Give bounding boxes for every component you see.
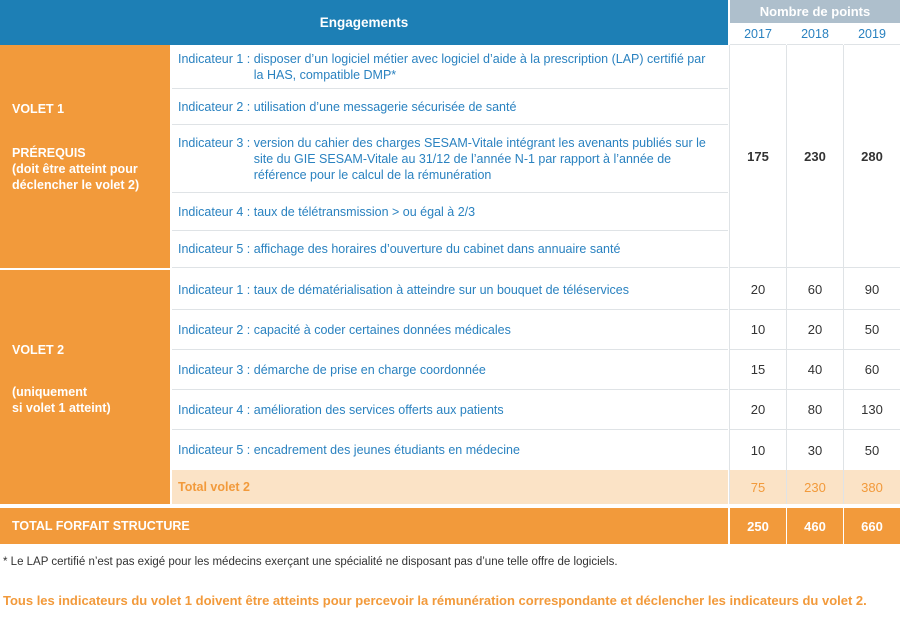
volet1-title: VOLET 1 (12, 102, 65, 116)
indicator-prefix: Indicateur 1 : (178, 282, 254, 297)
engagements-header: Engagements (0, 0, 728, 45)
indicator-prefix: Indicateur 3 : (178, 362, 254, 377)
volet1-indicator-1 (172, 45, 728, 89)
volet2-indicator-4 (172, 390, 728, 430)
total-volet2-2017: 75 (750, 479, 766, 495)
indicator-prefix: Indicateur 5 : (178, 443, 254, 457)
volet1-requirement-note: Tous les indicateurs du volet 1 doivent être atteints pour percevoir la rémunération correspondante et déclencher les indicateurs du volet 2. (3, 593, 867, 608)
volet2-ind1-2018: 60 (787, 270, 843, 310)
indicator-text: version du cahier des charges SESAM-Vitale intégrant les avenants publiés sur le site du GIE SESAM-Vitale au 31/12 de l’année N-1 par rapport à l’année de référence pour le calcul de la rémunération (253, 135, 706, 182)
volet2-ind5-2017: 10 (750, 442, 766, 458)
volet1-indicator-5 (172, 231, 728, 268)
year-2018-header: 2018 (787, 24, 843, 45)
column-divider (843, 45, 844, 504)
indicator-prefix: Indicateur 5 : (178, 242, 254, 256)
volet2-indicator-2 (172, 310, 728, 350)
volet1-indicator-4 (172, 193, 728, 231)
grand-total-2019: 660 (844, 508, 900, 544)
volet2-ind1-2017: 20 (730, 270, 786, 310)
volet2-ind4-2018: 80 (787, 390, 843, 430)
volet2-ind1-2019: 90 (844, 270, 900, 310)
indicator-prefix: Indicateur 2 : (178, 322, 254, 337)
volet2-indicator-5 (172, 430, 728, 470)
indicator-prefix: Indicateur 4 : (178, 402, 254, 417)
volet1-prereq-line: PRÉREQUIS (12, 146, 86, 160)
total-volet2-2018: 230 (804, 479, 826, 495)
column-divider (729, 45, 730, 504)
year-2019-header: 2019 (844, 24, 900, 45)
indicator-text: encadrement des jeunes étudiants en médecine (253, 443, 520, 457)
volet1-prereq (12, 145, 139, 193)
volet2-ind2-2017: 10 (730, 310, 786, 350)
volet2-indicator-1 (172, 270, 728, 310)
volet2-condition-line: si volet 1 atteint) (12, 401, 111, 415)
indicator-text: taux de dématérialisation à atteindre sur un bouquet de téléservices (253, 282, 629, 297)
volet2-cell (0, 270, 170, 504)
indicator-text: utilisation d’une messagerie sécurisée de santé (253, 99, 517, 114)
volet2-ind4-2017: 20 (730, 390, 786, 430)
points-header: Nombre de points (730, 0, 900, 23)
year-2017-header: 2017 (730, 24, 786, 45)
volet2-ind4-2019: 130 (844, 390, 900, 430)
volet1-points-2019: 280 (844, 45, 900, 268)
volet2-ind2-2019: 50 (844, 310, 900, 350)
volet2-ind3-2018: 40 (787, 350, 843, 390)
total-volet2-label: Total volet 2 (178, 480, 251, 494)
column-divider (786, 45, 787, 504)
volet2-ind5-2018: 30 (807, 442, 823, 458)
indicator-text: taux de télétransmission > ou égal à 2/3 (253, 204, 476, 219)
volet1-prereq-line: déclencher le volet 2) (12, 178, 140, 192)
volet1-points-2018: 230 (787, 45, 843, 268)
volet1-indicator-3 (172, 125, 728, 193)
grand-total-2017: 250 (730, 508, 786, 544)
volet2-title: VOLET 2 (12, 343, 65, 357)
indicator-prefix: Indicateur 4 : (178, 204, 254, 219)
indicator-text: démarche de prise en charge coordonnée (253, 362, 486, 377)
volet2-ind3-2017: 15 (730, 350, 786, 390)
volet2-ind3-2019: 60 (844, 350, 900, 390)
indicator-text: disposer d’un logiciel métier avec logiciel d’aide à la prescription (LAP) certifié par la HAS, compatible DMP* (253, 51, 706, 82)
grand-total-2018: 460 (787, 508, 843, 544)
indicator-prefix: Indicateur 3 : (178, 135, 254, 150)
lap-footnote: * Le LAP certifié n’est pas exigé pour les médecins exerçant une spécialité ne disposant pas d’une telle offre de logiciels. (3, 556, 618, 568)
indicator-prefix: Indicateur 1 : (178, 51, 254, 66)
indicator-text: affichage des horaires d’ouverture du cabinet dans annuaire santé (253, 242, 621, 256)
volet2-ind2-2018: 20 (787, 310, 843, 350)
grand-total-label: TOTAL FORFAIT STRUCTURE (0, 508, 728, 544)
volet2-indicator-3 (172, 350, 728, 390)
volet2-condition-line: (uniquement (12, 385, 87, 399)
indicator-text: amélioration des services offerts aux patients (253, 402, 504, 417)
volet2-ind5-2019: 50 (864, 442, 880, 458)
volet1-prereq-line: (doit être atteint pour (12, 162, 138, 176)
volet1-points-2017: 175 (730, 45, 786, 268)
volet1-indicator-2 (172, 89, 728, 125)
volet1-cell (0, 45, 170, 268)
volet2-condition (12, 384, 111, 416)
indicator-prefix: Indicateur 2 : (178, 99, 254, 114)
indicator-text: capacité à coder certaines données médicales (253, 322, 511, 337)
total-volet2-2019: 380 (861, 479, 883, 495)
